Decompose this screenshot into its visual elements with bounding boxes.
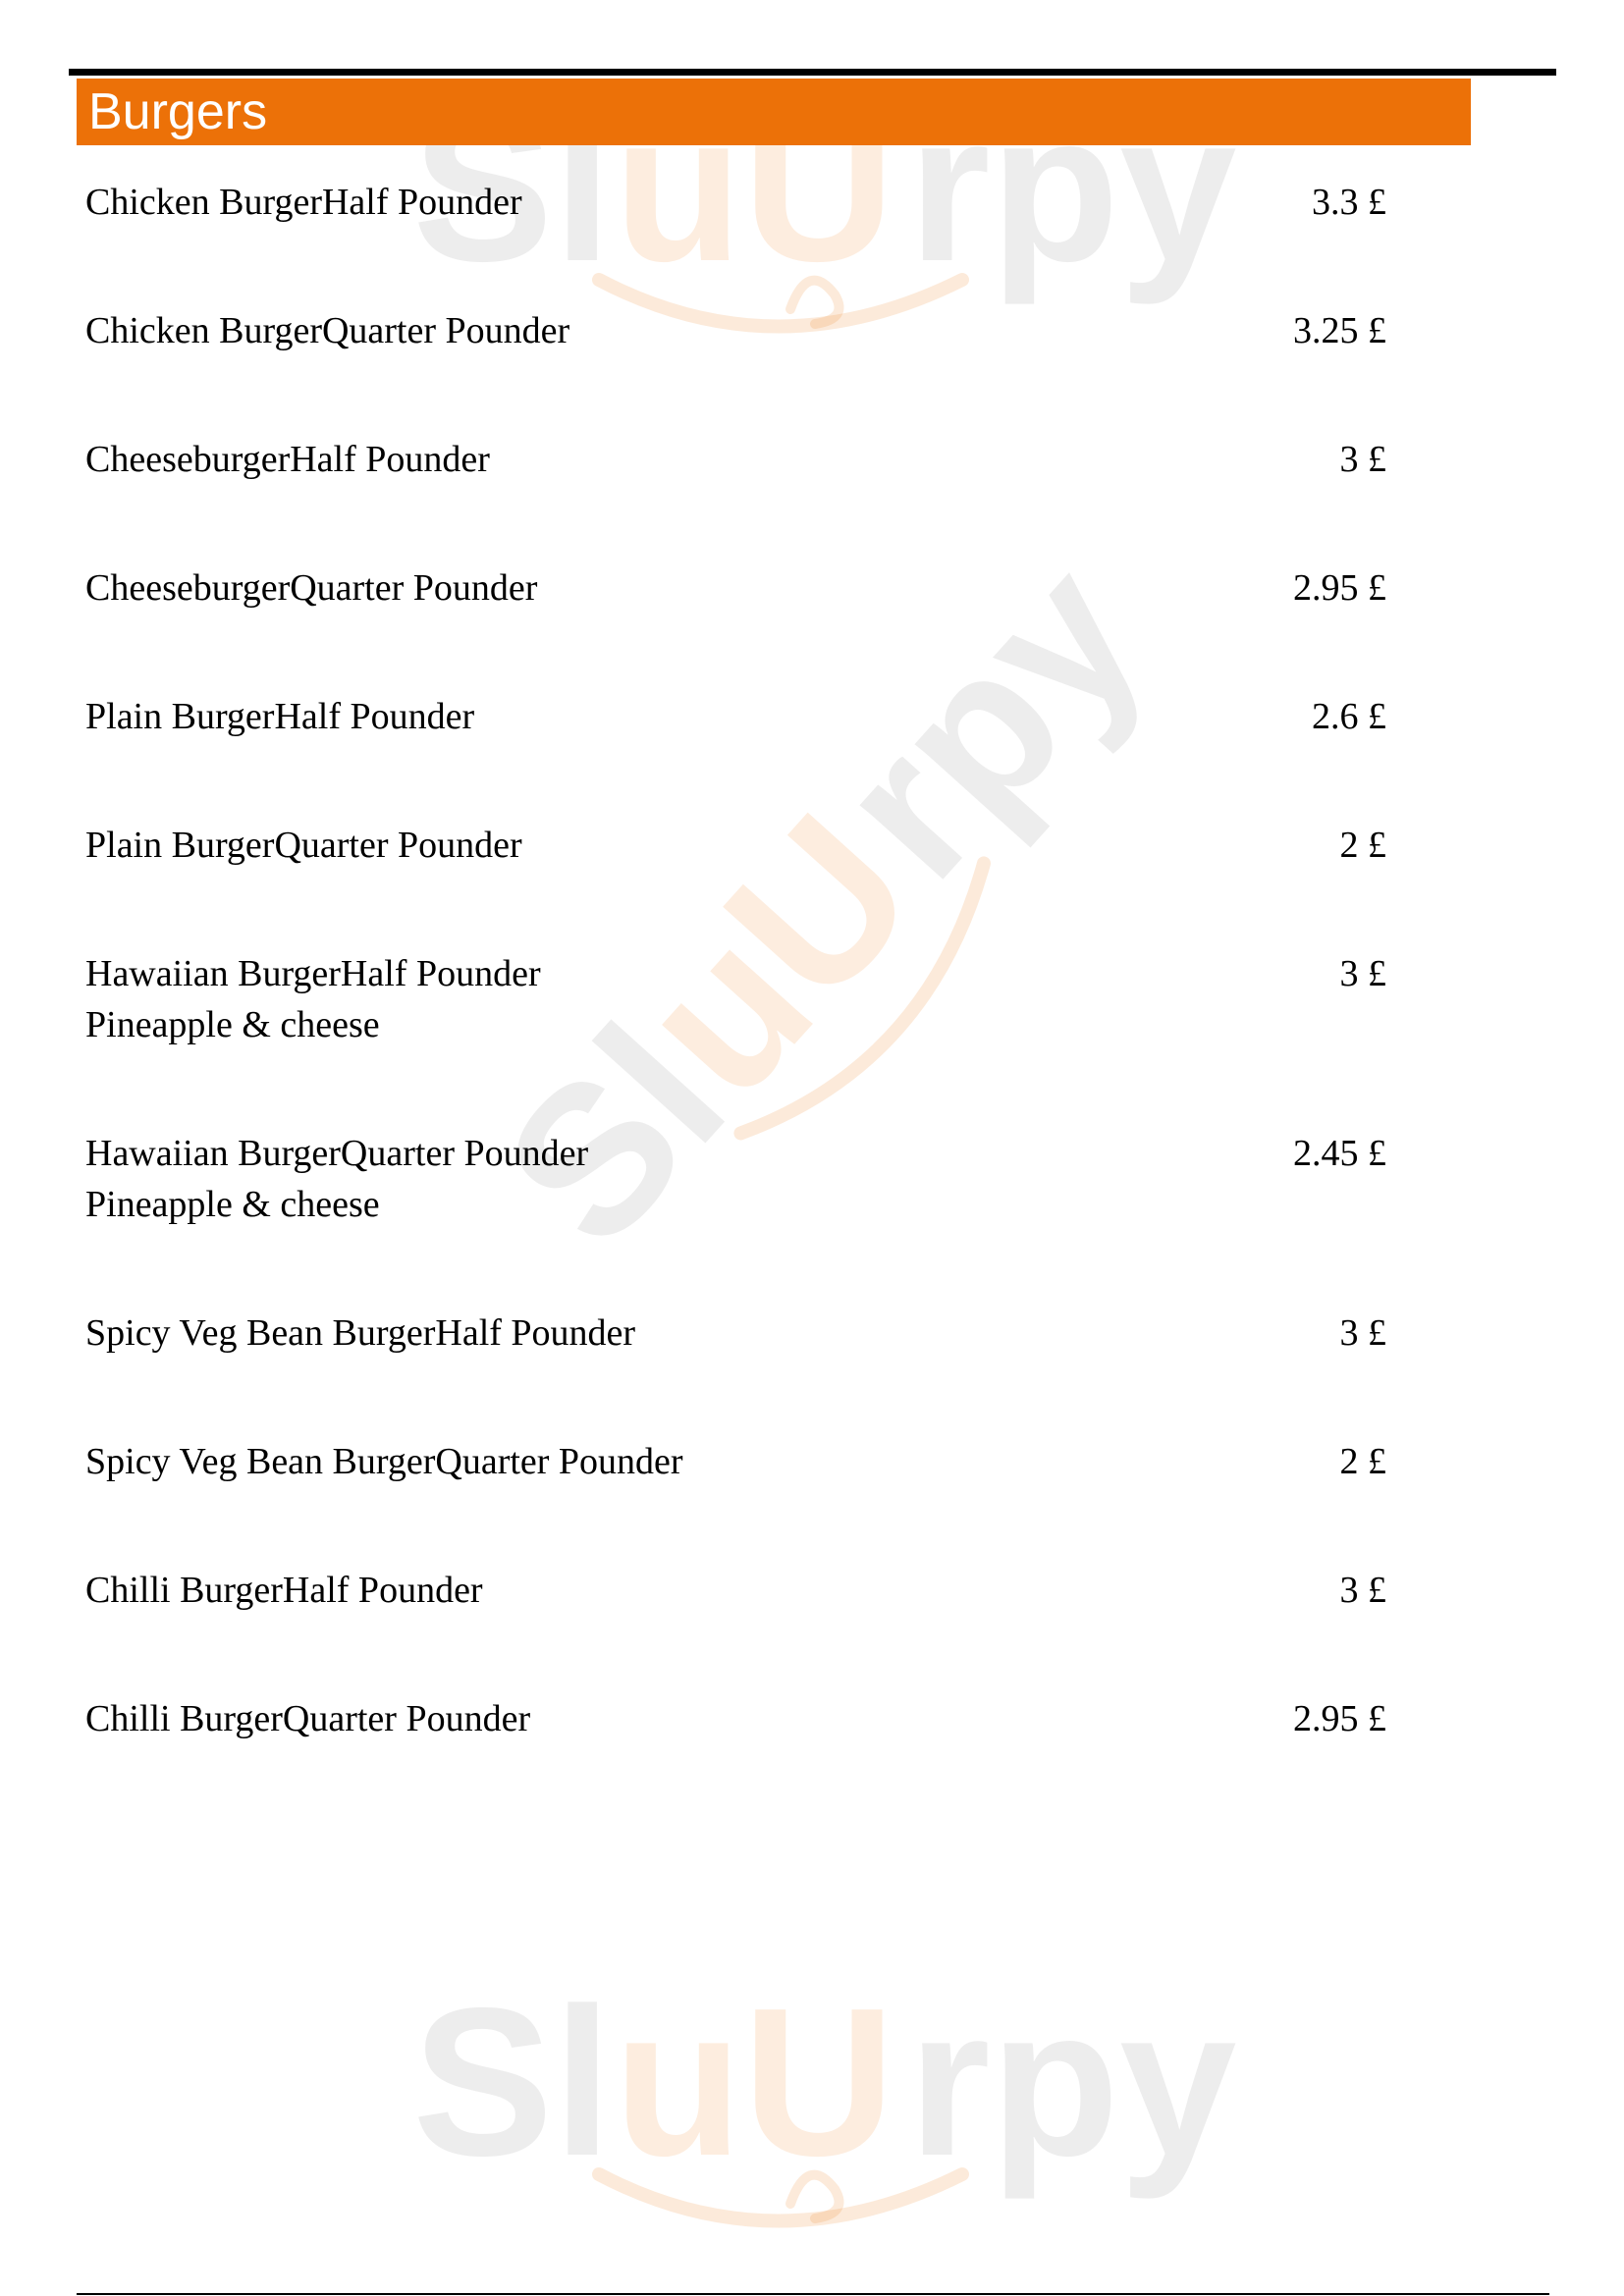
menu-item-name: Spicy Veg Bean BurgerHalf Pounder [85,1312,636,1354]
menu-item-price: 3 £ [1339,953,1386,994]
menu-item-price: 3 £ [1339,1570,1386,1611]
svg-text:uU: uU [593,772,958,1140]
svg-text:Sl: Sl [459,982,769,1290]
menu-item-name: Chilli BurgerQuarter Pounder [85,1698,531,1739]
menu-item [85,1436,1386,1487]
menu-item-price: 2.95 £ [1293,1698,1386,1739]
menu-item-price: 2.6 £ [1312,696,1386,737]
section-title: Burgers [88,83,268,140]
menu-item [85,820,1386,871]
menu-item [85,1308,1386,1359]
menu-item [85,1565,1386,1616]
menu-item [85,434,1386,485]
menu-item-price: 2 £ [1339,825,1386,866]
menu-item [85,691,1386,742]
menu-item-description: Pineapple & cheese [85,1184,380,1225]
menu-item-price: 2 £ [1339,1441,1386,1482]
menu-item [85,305,1386,356]
menu-item-price: 3 £ [1339,439,1386,480]
svg-text:rpy: rpy [908,1963,1237,2200]
menu-item-name: Plain BurgerQuarter Pounder [85,825,522,866]
svg-text:Sl: Sl [412,69,613,305]
menu-item-name: Chilli BurgerHalf Pounder [85,1570,483,1611]
svg-text:rpy: rpy [908,69,1237,305]
menu-item-price: 3.3 £ [1312,182,1386,223]
menu-item [85,948,1386,1050]
menu-item-name: Plain BurgerHalf Pounder [85,696,475,737]
svg-text:rpy: rpy [790,517,1187,921]
menu-item-price: 2.95 £ [1293,567,1386,609]
menu-item-name: Spicy Veg Bean BurgerQuarter Pounder [85,1441,683,1482]
menu-item-price: 3.25 £ [1293,310,1386,351]
top-divider [69,69,1556,76]
watermark-logo-bottom [412,1953,1237,2268]
menu-item-name: CheeseburgerHalf Pounder [85,439,490,480]
bottom-divider [77,2293,1549,2295]
svg-text:uU: uU [614,1963,895,2200]
svg-text:uU: uU [614,69,895,305]
menu-item-price: 3 £ [1339,1312,1386,1354]
menu-item-name: Chicken BurgerHalf Pounder [85,182,522,223]
menu-item [85,177,1386,228]
svg-text:Sl: Sl [412,1963,613,2200]
menu-item-name: Hawaiian BurgerHalf Pounder [85,953,541,994]
section-header [77,79,1471,145]
menu-item-description: Pineapple & cheese [85,1004,380,1045]
menu-item [85,1693,1386,1744]
menu-item-name: Chicken BurgerQuarter Pounder [85,310,570,351]
menu-item-price: 2.45 £ [1293,1133,1386,1174]
menu-item-name: Hawaiian BurgerQuarter Pounder [85,1133,589,1174]
menu-item [85,1128,1386,1230]
menu-item [85,562,1386,614]
menu-item-name: CheeseburgerQuarter Pounder [85,567,538,609]
